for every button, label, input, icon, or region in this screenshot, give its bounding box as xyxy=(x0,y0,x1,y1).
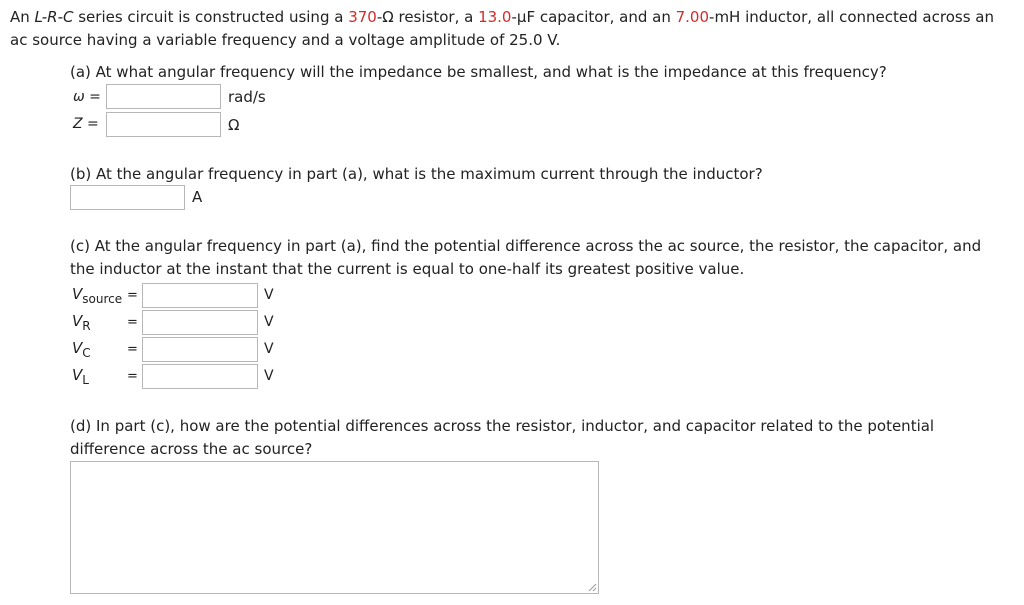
lrc-term: L-R-C xyxy=(34,8,74,26)
v-l-equals: = xyxy=(127,369,138,384)
v-l-unit: V xyxy=(264,368,274,384)
impedance-label: Z = xyxy=(73,116,99,132)
part-d-question-line2: difference across the ac source? xyxy=(70,440,313,458)
impedance-input[interactable] xyxy=(106,112,221,137)
omega-unit: rad/s xyxy=(228,88,266,106)
part-d-question-line1: (d) In part (c), how are the potential differences across the resistor, inductor, and capacitor related to the potential xyxy=(70,417,935,435)
v-c-input[interactable] xyxy=(142,337,258,362)
v-source-input[interactable] xyxy=(142,283,258,308)
part-b-question: (b) At the angular frequency in part (a), what is the maximum current through the inductor? xyxy=(70,165,763,183)
v-l-input[interactable] xyxy=(142,364,258,389)
inductance-value: 7.00 xyxy=(675,8,710,26)
v-source-equals: = xyxy=(127,288,138,303)
resize-handle-icon[interactable] xyxy=(588,583,597,592)
v-l-label: $V_L$ xyxy=(72,366,89,387)
omega-input[interactable] xyxy=(106,84,221,109)
v-r-label: $V_R$ xyxy=(72,312,91,333)
v-r-input[interactable] xyxy=(142,310,258,335)
max-current-input[interactable] xyxy=(70,185,185,210)
current-unit: A xyxy=(192,188,203,206)
part-d-answer-textarea[interactable] xyxy=(71,462,598,593)
v-source-label: $V_{source}$ xyxy=(72,285,123,306)
part-c-question-line2: the inductor at the instant that the current is equal to one-half its greatest positive value. xyxy=(70,260,745,278)
v-c-equals: = xyxy=(127,342,138,357)
v-r-unit: V xyxy=(264,314,274,330)
resistance-value: 370 xyxy=(348,8,377,26)
part-a-question: (a) At what angular frequency will the impedance be smallest, and what is the impedance at this frequency? xyxy=(70,63,887,81)
v-c-label: $V_C$ xyxy=(72,339,91,360)
problem-statement-line1: An L-R-C series circuit is constructed using a 370-Ω resistor, a 13.0-μF capacitor, and an 7.00-mH inductor, all connected across an xyxy=(10,8,994,26)
capacitance-value: 13.0 xyxy=(478,8,512,26)
part-d-answer-area xyxy=(70,461,599,594)
impedance-unit: Ω xyxy=(228,116,240,134)
v-source-unit: V xyxy=(264,287,274,303)
v-c-unit: V xyxy=(264,341,274,357)
problem-statement-line2: ac source having a variable frequency and a voltage amplitude of 25.0 V. xyxy=(10,31,561,49)
omega-label: ω = xyxy=(73,89,101,105)
v-r-equals: = xyxy=(127,315,138,330)
part-c-question-line1: (c) At the angular frequency in part (a), find the potential difference across the ac source, the resistor, the capacitor, and xyxy=(70,237,982,255)
